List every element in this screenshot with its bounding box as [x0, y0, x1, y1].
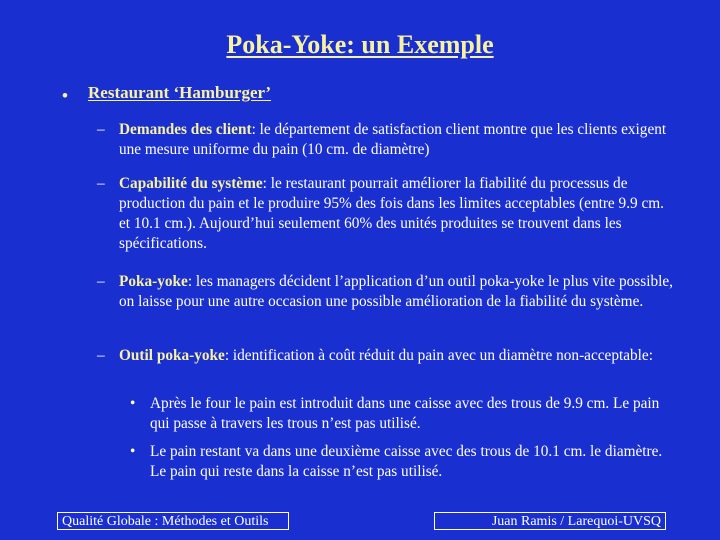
- dot-marker: •: [130, 443, 136, 460]
- list-item: [97, 120, 677, 160]
- item-term: Demandes des client: [119, 121, 252, 138]
- sub-item-text: Le pain restant va dans une deuxième caisse avec des trous de 10.1 cm. le diamètre. Le pain qui reste dans la caisse n’est pas utilisé.: [150, 443, 663, 480]
- list-item: [97, 346, 677, 366]
- sub-item-text: Après le four le pain est introduit dans une caisse avec des trous de 9.9 cm. Le pain qui passe à travers les trous n’est pas utilisé.: [150, 395, 660, 432]
- section-heading: Restaurant ‘Hamburger’: [88, 83, 272, 102]
- item-text: : les managers décident l’application d’un outil poka-yoke le plus vite possible, on laisse pour une autre occasion une possible amélioration de la fiabilité du système.: [119, 273, 673, 310]
- item-text: : le département de satisfaction client montre que les clients exigent une mesure uniforme du pain (10 cm. de diamètre): [119, 121, 667, 158]
- dot-marker: •: [130, 395, 136, 412]
- item-term: Poka-yoke: [119, 273, 188, 290]
- item-term: Outil poka-yoke: [119, 347, 225, 364]
- footer-left: Qualité Globale : Méthodes et Outils: [57, 512, 289, 530]
- sub-list-item: [130, 394, 670, 434]
- slide-title: Poka-Yoke: un Exemple: [226, 30, 494, 59]
- dash-marker: –: [97, 273, 105, 290]
- footer-right: Juan Ramis / Larequoi-UVSQ: [434, 512, 666, 530]
- list-item: [97, 272, 677, 312]
- dash-marker: –: [97, 175, 105, 192]
- item-text: : le restaurant pourrait améliorer la fiabilité du processus de production du pain et le produire 95% des fois dans les limites acceptables (entre 9.9 cm. et 10.1 cm.). Aujourd’hui seulement 60% des unités produites se trouvent dans les spécifications.: [119, 175, 665, 252]
- list-item: [97, 174, 677, 254]
- dash-marker: –: [97, 347, 105, 364]
- item-term: Capabilité du système: [119, 175, 263, 192]
- sub-list-item: [130, 442, 670, 482]
- item-text: : identification à coût réduit du pain avec un diamètre non-acceptable:: [224, 347, 653, 364]
- bullet-marker: •: [62, 86, 68, 105]
- dash-marker: –: [97, 121, 105, 138]
